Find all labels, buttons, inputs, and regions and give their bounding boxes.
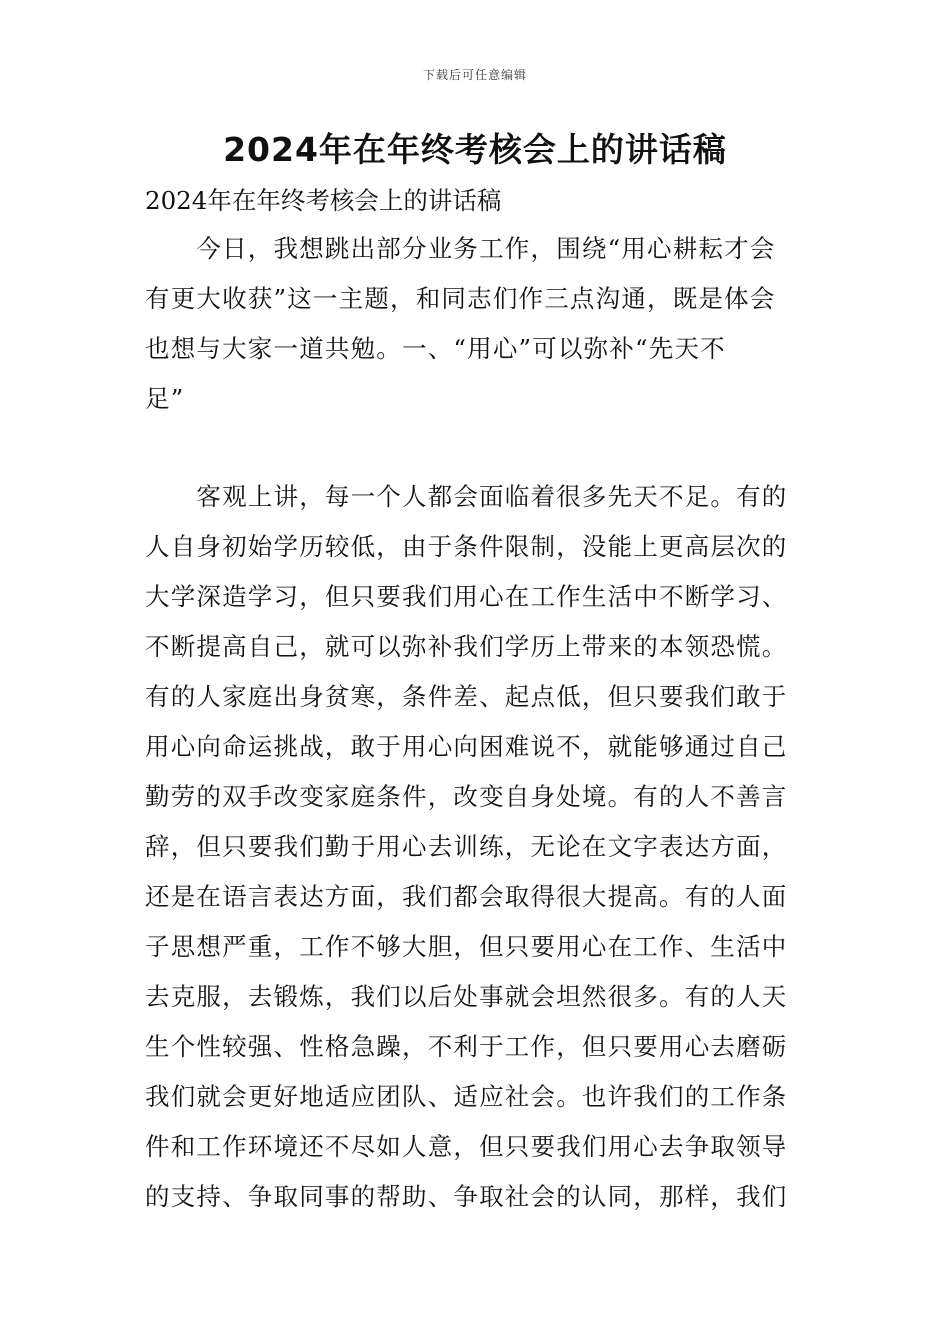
document-subtitle: 2024年在年终考核会上的讲话稿 bbox=[145, 186, 502, 215]
paragraph-body bbox=[145, 472, 807, 1222]
paragraph-line: 的支持、争取同事的帮助、争取社会的认同，那样，我们 bbox=[145, 1182, 788, 1211]
paragraph-intro bbox=[145, 224, 807, 424]
paragraph-line: 勤劳的双手改变家庭条件，改变自身处境。有的人不善言 bbox=[145, 782, 788, 811]
paragraph-line: 去克服，去锻炼，我们以后处事就会坦然很多。有的人天 bbox=[145, 982, 788, 1011]
paragraph-line: 足” bbox=[145, 384, 185, 413]
paragraph-line: 有更大收获”这一主题，和同志们作三点沟通，既是体会 bbox=[145, 284, 776, 313]
paragraph-line: 有的人家庭出身贫寒，条件差、起点低，但只要我们敢于 bbox=[145, 682, 788, 711]
paragraph-line: 今日，我想跳出部分业务工作，围绕“用心耕耘才会 bbox=[145, 234, 776, 263]
document-title: 2024年在年终考核会上的讲话稿 bbox=[223, 130, 727, 169]
paragraph-line: 人自身初始学历较低，由于条件限制，没能上更高层次的 bbox=[145, 532, 788, 561]
paragraph-line: 不断提高自己，就可以弥补我们学历上带来的本领恐慌。 bbox=[145, 632, 788, 661]
paragraph-line: 用心向命运挑战，敢于用心向困难说不，就能够通过自己 bbox=[145, 732, 788, 761]
paragraph-line: 还是在语言表达方面，我们都会取得很大提高。有的人面 bbox=[145, 882, 788, 911]
paragraph-line: 客观上讲，每一个人都会面临着很多先天不足。有的 bbox=[145, 482, 788, 511]
paragraph-line: 子思想严重，工作不够大胆，但只要用心在工作、生活中 bbox=[145, 932, 788, 961]
paragraph-line: 辞，但只要我们勤于用心去训练，无论在文字表达方面， bbox=[145, 832, 788, 861]
paragraph-line: 生个性较强、性格急躁，不利于工作，但只要用心去磨砺 bbox=[145, 1032, 788, 1061]
paragraph-line: 大学深造学习，但只要我们用心在工作生活中不断学习、 bbox=[145, 582, 788, 611]
paragraph-line: 我们就会更好地适应团队、适应社会。也许我们的工作条 bbox=[145, 1082, 788, 1111]
paragraph-line: 也想与大家一道共勉。一、“用心”可以弥补“先天不 bbox=[145, 334, 726, 363]
paragraph-line: 件和工作环境还不尽如人意，但只要我们用心去争取领导 bbox=[145, 1132, 788, 1161]
header-note: 下载后可任意编辑 bbox=[422, 68, 527, 82]
